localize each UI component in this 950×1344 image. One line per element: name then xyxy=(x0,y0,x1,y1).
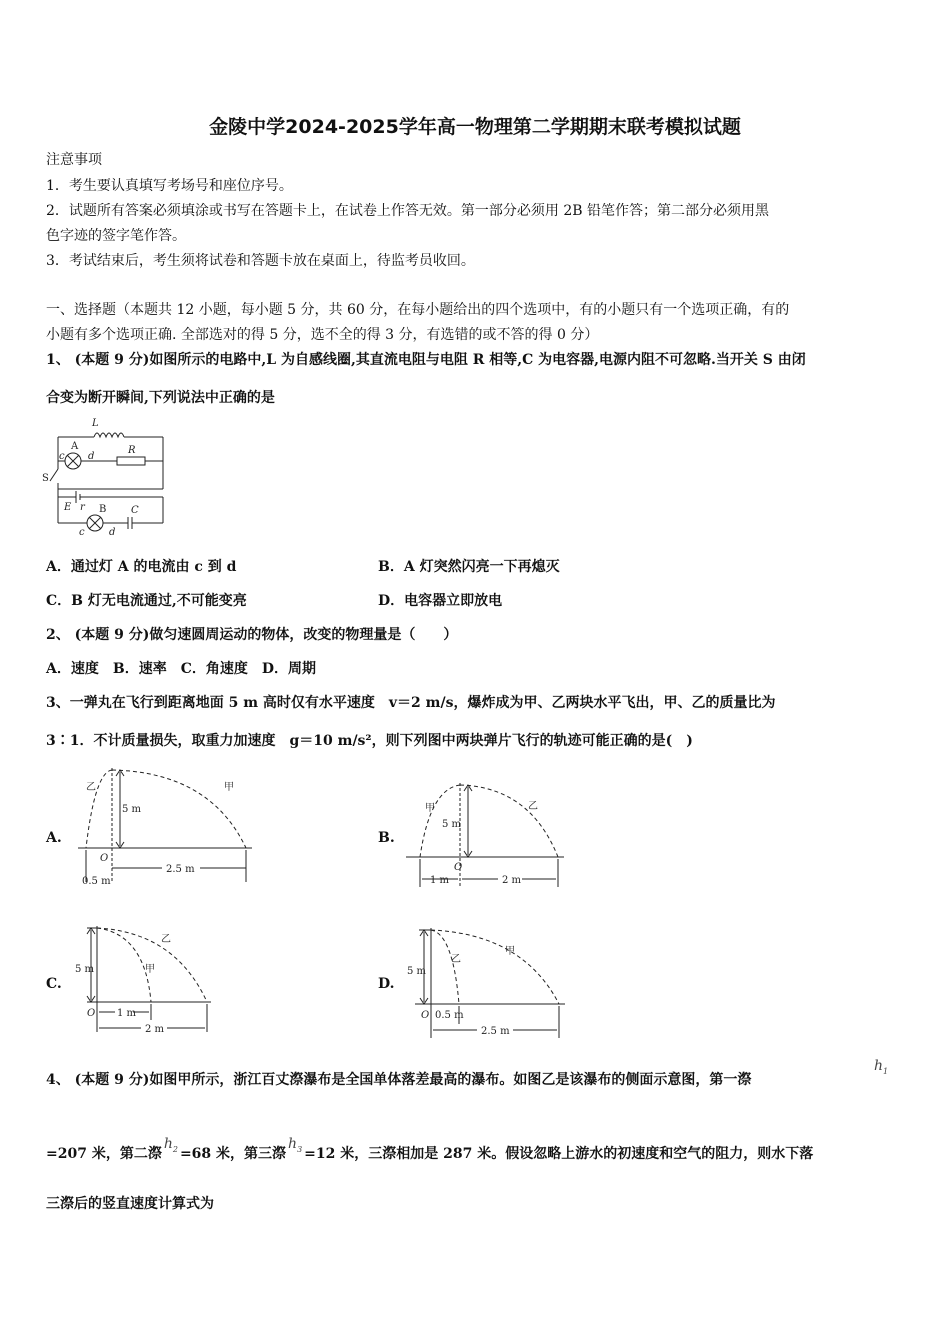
notice-heading: 注意事项 xyxy=(46,152,102,168)
q1-option-b: B．A 灯突然闪亮一下再熄灭 xyxy=(378,559,560,575)
q1-option-d: D．电容器立即放电 xyxy=(378,593,503,609)
figA-jia: 甲 xyxy=(224,782,234,793)
circuit-label-r: r xyxy=(80,502,85,513)
figC-origin: O xyxy=(87,1008,96,1019)
circuit-label-A: A xyxy=(71,441,79,452)
figC-dist2: 2 m xyxy=(145,1024,165,1035)
q1-line1: 1、 (本题 9 分)如图所示的电路中,L 为自感线圈,其直流电阻与电阻 R 相等,C 为电容器,电源内阻不可忽略.当开关 S 由闭 xyxy=(46,352,806,368)
circuit-label-B: B xyxy=(99,504,107,515)
figD-height: 5 m xyxy=(407,966,427,977)
notice-item-2: 2．试题所有答案必须填涂或书写在答题卡上，在试卷上作答无效。第一部分必须用 2B 铅笔作答；第二部分必须用黑 xyxy=(46,203,769,219)
circuit-label-c1: c xyxy=(59,451,65,462)
figB-origin: O xyxy=(454,862,463,873)
q3-figure-d xyxy=(403,920,568,1042)
figB-dist2: 2 m xyxy=(502,875,522,886)
circuit-label-S: S xyxy=(42,473,49,484)
q3-option-c-label: C. xyxy=(46,976,62,992)
figA-height: 5 m xyxy=(122,804,142,815)
circuit-label-E: E xyxy=(64,502,72,513)
q4-line3: 三漈后的竖直速度计算式为 xyxy=(46,1196,214,1212)
circuit-label-c2: c xyxy=(79,527,85,537)
figB-jia: 甲 xyxy=(425,803,435,814)
figD-yi: 乙 xyxy=(451,954,461,965)
figD-dist2: 2.5 m xyxy=(481,1026,510,1037)
circuit-label-d2: d xyxy=(109,527,116,537)
figC-jia: 甲 xyxy=(145,964,155,975)
q2-options: A．速度 B．速率 C．角速度 D．周期 xyxy=(46,661,316,677)
q3-figure-b xyxy=(400,775,565,890)
q4-h1-symbol: $h_1$ xyxy=(874,1058,889,1076)
notice-item-3: 3．考试结束后，考生须将试卷和答题卡放在桌面上，待监考员收回。 xyxy=(46,253,475,269)
q3-figure-c xyxy=(75,920,215,1038)
notice-item-1: 1．考生要认真填写考场号和座位序号。 xyxy=(46,178,293,194)
figA-yi: 乙 xyxy=(86,782,96,793)
figA-dist2: 2.5 m xyxy=(166,864,195,875)
q3-line1: 3、一弹丸在飞行到距离地面 5 m 高时仅有水平速度 v＝2 m/s，爆炸成为甲、乙两块水平飞出，甲、乙的质量比为 xyxy=(46,695,776,711)
circuit-label-L: L xyxy=(92,418,99,429)
figC-height: 5 m xyxy=(75,964,95,975)
q3-option-d-label: D. xyxy=(378,976,395,992)
figB-yi: 乙 xyxy=(528,801,538,812)
figC-dist1: 1 m xyxy=(117,1008,137,1019)
section1-line2: 小题有多个选项正确. 全部选对的得 5 分，选不全的得 3 分，有选错的或不答的得 0 分） xyxy=(46,327,599,343)
figD-jia: 甲 xyxy=(505,946,515,957)
figB-height: 5 m xyxy=(442,819,462,830)
q4-line1: 4、 (本题 9 分)如图甲所示，浙江百丈漈瀑布是全国单体落差最高的瀑布。如图乙是该瀑布的侧面示意图，第一漈 xyxy=(46,1072,752,1088)
q2-line1: 2、 (本题 9 分)做匀速圆周运动的物体，改变的物理量是（ ） xyxy=(46,627,458,643)
q1-option-c: C．B 灯无电流通过,不可能变亮 xyxy=(46,593,247,609)
figD-origin: O xyxy=(421,1010,430,1021)
page-title: 金陵中学2024-2025学年高一物理第二学期期末联考模拟试题 xyxy=(209,116,741,138)
q3-option-b-label: B. xyxy=(378,830,395,846)
figD-dist1: 0.5 m xyxy=(435,1010,464,1021)
q1-line2: 合变为断开瞬间,下列说法中正确的是 xyxy=(46,390,275,406)
circuit-label-R: R xyxy=(128,445,136,456)
q3-figure-a xyxy=(70,762,255,887)
q4-line2: =207 米，第二漈$h_2 =68$ 米，第三漈$h_3 =12$ 米，三漈相加是 287 米。假设忽略上游水的初速度和空气的阻力，则水下落 xyxy=(46,1136,814,1162)
notice-item-2-cont: 色字迹的签字笔作答。 xyxy=(46,228,186,244)
section1-line1: 一、选择题（本题共 12 小题，每小题 5 分，共 60 分，在每小题给出的四个选项中，有的小题只有一个选项正确，有的 xyxy=(46,302,790,318)
q3-option-a-label: A. xyxy=(46,830,62,846)
figA-origin: O xyxy=(100,853,109,864)
figA-dist1: 0.5 m xyxy=(82,876,111,887)
figB-dist1: 1 m xyxy=(430,875,450,886)
circuit-label-d1: d xyxy=(88,451,95,462)
figC-yi: 乙 xyxy=(161,934,171,945)
q1-circuit-diagram xyxy=(40,415,175,537)
q3-line2: 3∶1．不计质量损失，取重力加速度 g＝10 m/s²，则下列图中两块弹片飞行的轨迹可能正确的是( ) xyxy=(46,733,693,749)
circuit-label-C: C xyxy=(131,505,139,516)
q1-option-a: A．通过灯 A 的电流由 c 到 d xyxy=(46,559,237,575)
